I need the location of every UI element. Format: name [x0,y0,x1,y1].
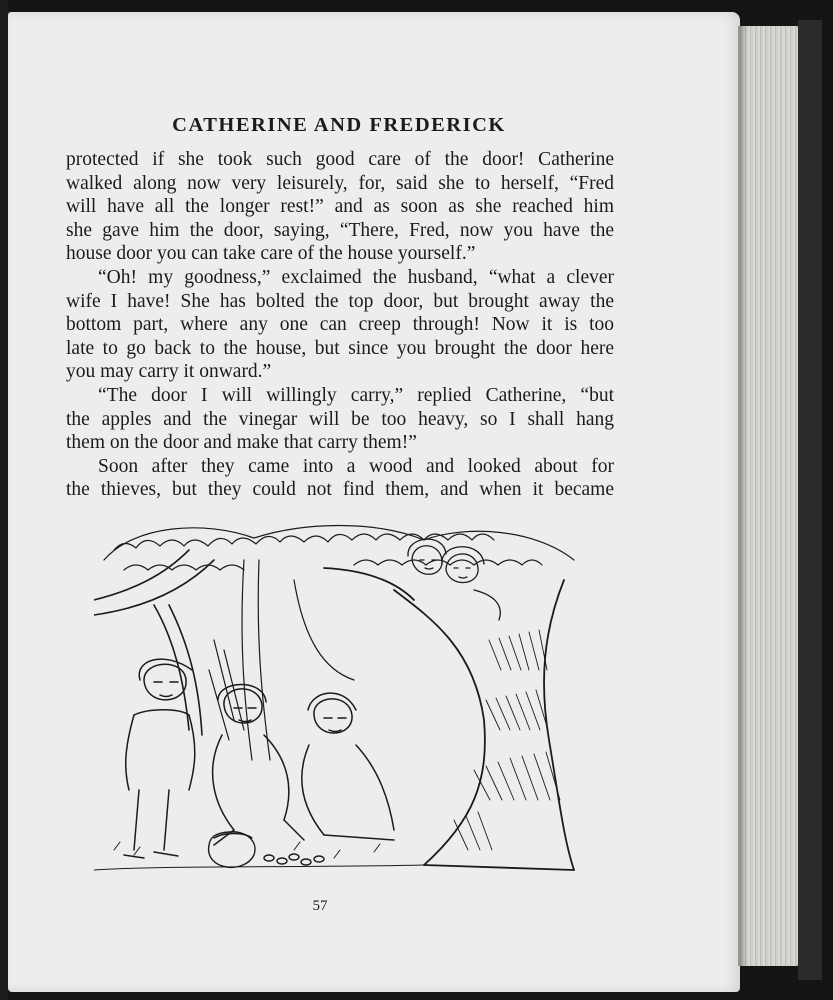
thief-standing [124,659,195,858]
text-line: house door you can take care of the house yourself.” [66,243,476,265]
text-line: “Oh! my goodness,” exclaimed the husband, “what a clever [98,266,614,288]
left-branches [94,550,214,735]
binding-left [0,0,8,1000]
page-edges-shadow [738,26,748,966]
background-trees [209,560,354,760]
page-number: 57 [312,898,328,914]
text-line: wife I have! She has bolted the top door, but brought away the [66,290,614,312]
coin-pot [209,832,324,868]
thief-sitting [302,693,394,840]
text-line: protected if she took such good care of the door! Catherine [66,149,614,170]
text-line: them on the door and make that carry them!” [66,432,417,454]
text-line: Soon after they came into a wood and looked about for [98,455,614,477]
text-line: you may carry it onward.” [66,361,272,383]
body-text [66,148,614,502]
ground [94,842,424,870]
text-line: the apples and the vinegar will be too heavy, so I shall hang [66,408,614,430]
text-line: “The door I will willingly carry,” replied Catherine, “but [98,384,614,406]
running-head: CATHERINE AND FREDERICK [172,114,506,136]
couple-in-tree [408,539,500,620]
text-line: bottom part, where any one can creep through! Now it is too [66,314,614,336]
book-cover-edge [798,20,822,980]
illustration-thieves-under-tree [94,520,584,890]
text-line: late to go back to the house, but since you brought the door here [66,337,614,359]
thief-kneeling [213,685,304,846]
text-line: walked along now very leisurely, for, said she to herself, “Fred [66,172,614,194]
text-line: the thieves, but they could not find them, and when it became [66,479,614,501]
text-line: will have all the longer rest!” and as soon as she reached him [66,196,614,218]
text-line: she gave him the door, saying, “There, Fred, now you have the [66,219,614,241]
big-tree-trunk [324,568,574,870]
